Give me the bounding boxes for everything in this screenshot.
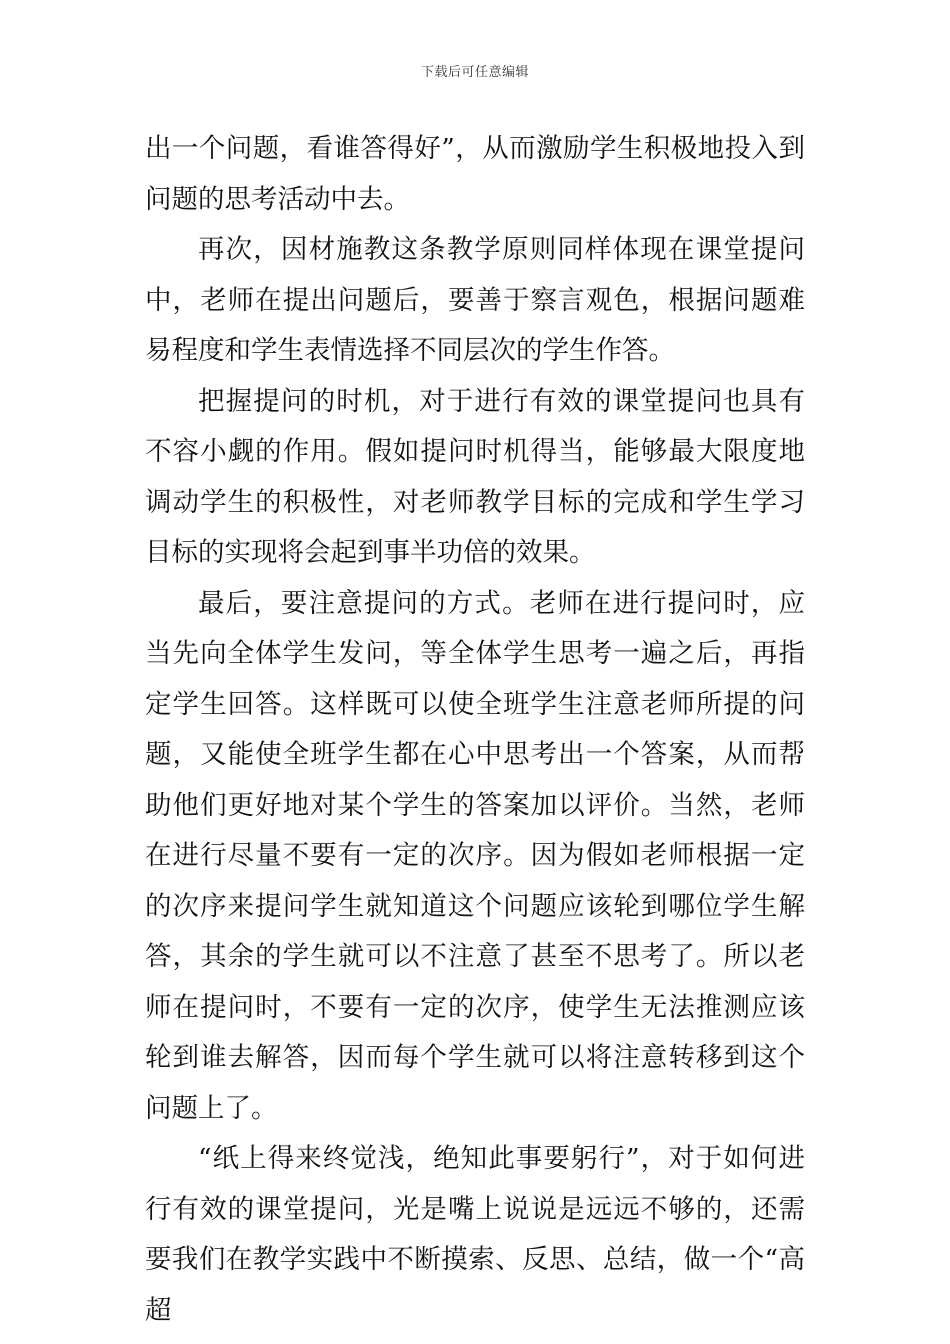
document-body <box>145 124 805 1336</box>
paragraph-5: “纸上得来终觉浅，绝知此事要躬行”，对于如何进行有效的课堂提问，光是嘴上说说是远远不够的，还需要我们在教学实践中不断摸索、反思、总结，做一个“高超 <box>145 1143 805 1326</box>
paragraph-2: 再次，因材施教这条教学原则同样体现在课堂提问中，老师在提出问题后，要善于察言观色，根据问题难易程度和学生表情选择不同层次的学生作答。 <box>145 234 805 366</box>
paragraph-3: 把握提问的时机，对于进行有效的课堂提问也具有不容小觑的作用。假如提问时机得当，能够最大限度地调动学生的积极性，对老师教学目标的完成和学生学习目标的实现将会起到事半功倍的效果。 <box>145 385 805 568</box>
paragraph-1: 出一个问题，看谁答得好”，从而激励学生积极地投入到问题的思考活动中去。 <box>145 133 805 215</box>
paragraph-4: 最后，要注意提问的方式。老师在进行提问时，应当先向全体学生发问，等全体学生思考一遍之后，再指定学生回答。这样既可以使全班学生注意老师所提的问题，又能使全班学生都在心中思考出一个答案，从而帮助他们更好地对某个学生的答案加以评价。当然，老师在进行尽量不要有一定的次序。因为假如老师根据一定的次序来提问学生就知道这个问题应该轮到哪位学生解答，其余的学生就可以不注意了甚至不思考了。所以老师在提问时，不要有一定的次序，使学生无法推测应该轮到谁去解答，因而每个学生就可以将注意转移到这个问题上了。 <box>145 587 805 1124</box>
page-header-note: 下载后可任意编辑 <box>420 65 529 80</box>
